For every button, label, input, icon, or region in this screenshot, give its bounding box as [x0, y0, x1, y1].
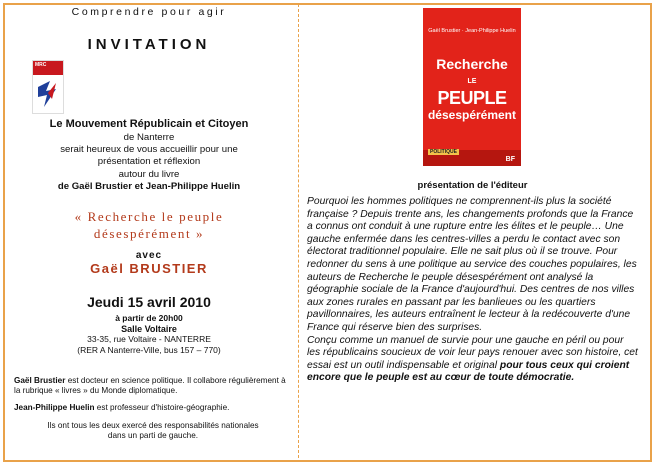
organization-name: Le Mouvement Républicain et Citoyen [49, 118, 249, 130]
intro-line: autour du livre [118, 168, 180, 180]
bio-footer: Ils ont tous les deux exercé des responsabilités nationales dans un parti de gauche. [47, 420, 259, 440]
intro-line: présentation et réflexion [97, 156, 201, 168]
cover-series: POLITIQUE [430, 149, 457, 155]
column-divider [298, 4, 299, 458]
cover-title-recherche: Recherche [436, 56, 508, 72]
event-address: 33-35, rue Voltaire - NANTERRE [87, 334, 211, 345]
cover-title-le: LE [467, 78, 477, 85]
publisher-presentation [307, 196, 639, 385]
event-details [0, 313, 298, 355]
cover-title-peuple: PEUPLE [437, 88, 507, 108]
bird-icon [36, 77, 60, 111]
presentation-paragraph: Conçu comme un manuel de survie pour une gauche en péril ou pour les républicains soucieux de voir leur pays renouer avec son histoire, cet essai est un outil indispensable et original [307, 334, 638, 371]
cover-title-desesperement: désespérément [427, 108, 517, 122]
event-venue: Salle Voltaire [121, 323, 177, 334]
book-title [0, 208, 298, 242]
presentation-title: présentation de l'éditeur [417, 180, 528, 191]
logo-text: MRC [35, 62, 47, 68]
event-date: Jeudi 15 avril 2010 [87, 294, 211, 310]
presentation-emphasis: pour tous ceux qui croient encore que le peuple est au cœur de toute démocratie. [307, 359, 630, 384]
event-transport: (RER A Nanterre-Ville, bus 157 – 770) [77, 344, 221, 355]
speaker-name: Gaël BRUSTIER [90, 261, 208, 276]
book-title-line: « Recherche le peuple [74, 209, 224, 224]
bio-brustier: Gaël Brustier est docteur en science politique. Il collabore régulièrement à la rubrique « livres » du Monde diplomatique. [14, 376, 286, 396]
book-title-line: désespérément » [93, 226, 205, 241]
presentation-paragraph: Pourquoi les hommes politiques ne comprennent-ils plus la société française ? Depuis trente ans, les changements profonds que la France a connus ont conduit à une rupture entre les élites et le peuple… Une gauche enfermée dans les centres-villes a perdu le contact avec son électorat traditionnel populaire. Elle ne sait plus où il se trouve. Pour redonner du sens à une politique au service des couches populaires, les auteurs de Recherche le peuple désespérément ont analysé la géographie sociale de la France d'aujourd'hui. Des centres de nos villes aux zones rurales en passant par les banlieues ou les quartiers pavillonnaires, les auteurs entraînent le lecteur à la redécouverte d'une France qui réserve bien des surprises. [307, 196, 637, 333]
intro-authors: de Gaël Brustier et Jean-Philippe Huelin [57, 180, 241, 192]
invitation-intro [0, 132, 298, 193]
bio-huelin: Jean-Philippe Huelin est professeur d'histoire-géographie. [14, 403, 230, 413]
event-time: à partir de 20h00 [115, 313, 183, 323]
book-cover [423, 8, 521, 166]
tagline: Comprendre pour agir [71, 6, 227, 18]
intro-line: serait heureux de vous accueillir pour une [60, 144, 238, 156]
author-bios [14, 376, 292, 441]
mrc-logo [32, 60, 64, 114]
intro-line: de Nanterre [123, 132, 175, 143]
page-title: INVITATION [87, 36, 211, 53]
avec-label: avec [135, 250, 163, 261]
publisher-logo: BF [505, 156, 515, 163]
cover-authors: Gaël Brustier · Jean-Philippe Huelin [428, 28, 516, 34]
